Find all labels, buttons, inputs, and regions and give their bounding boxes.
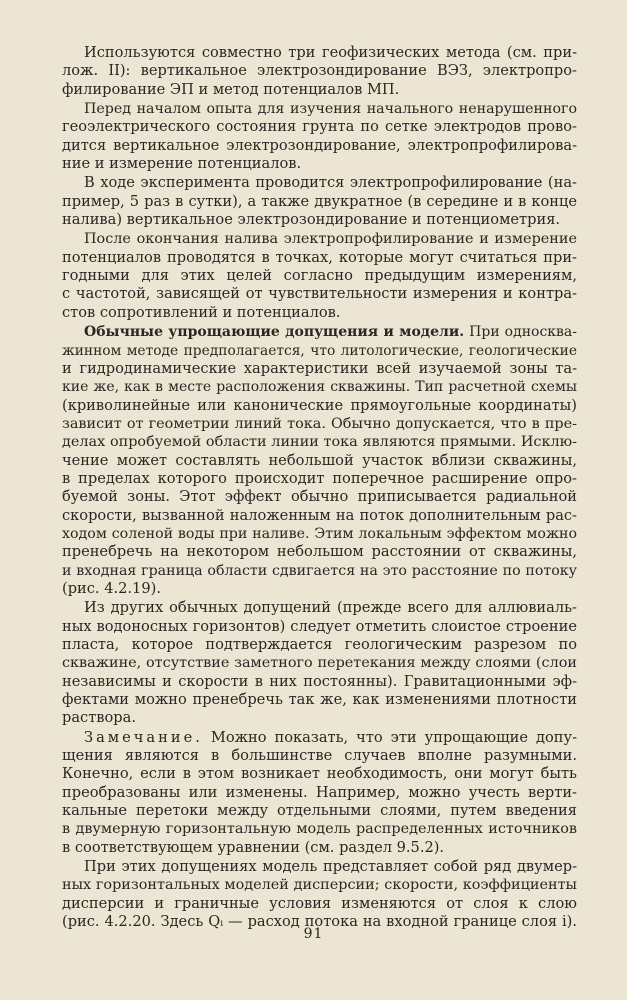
text-line: геоэлектрического состояния грунта по сетке электродов прово- xyxy=(62,118,577,136)
text-line: и гидродинамические характеристики всей изучаемой зоны та- xyxy=(62,359,577,377)
text-line: буемой зоны. Этот эффект обычно приписывается радиальной xyxy=(62,488,577,506)
text-line: (криволинейные или канонические прямоугольные координаты) xyxy=(62,396,577,414)
text-line: годными для этих целей согласно предыдущим измерениям, xyxy=(62,267,577,285)
text-line: дится вертикальное электрозондирование, электропрофилирова- xyxy=(62,136,577,154)
text-line: ние и измерение потенциалов. xyxy=(62,155,302,173)
text-line: преобразованы или изменены. Например, можно учесть верти- xyxy=(62,783,577,801)
text-line: При этих допущениях модель представляет собой ряд двумер- xyxy=(84,858,577,876)
text-line: Конечно, если в этом возникает необходимость, они могут быть xyxy=(62,765,577,783)
text-line: с частотой, зависящей от чувствительности измерения и контра- xyxy=(62,285,577,303)
text-line: потенциалов проводятся в точках, которые могут считаться при- xyxy=(62,248,577,266)
paragraph-after-filling xyxy=(62,230,577,322)
text-line: фектами можно пренебречь так же, как изменениями плотности xyxy=(62,691,577,709)
paragraph-before-experiment xyxy=(62,100,577,173)
text-line: пример, 5 раз в сутки), а также двукратное (в середине и в конце xyxy=(62,192,577,210)
text-line: лож. II): вертикальное электрозондирование ВЭЗ, электропро- xyxy=(62,62,577,80)
heading-continuation: При односква- xyxy=(469,324,578,341)
text-line: филирование ЭП и метод потенциалов МП. xyxy=(62,80,400,98)
text-line: раствора. xyxy=(62,709,136,727)
paragraph-assumptions xyxy=(62,323,577,598)
page-number: 91 xyxy=(303,926,324,942)
text-line: (рис. 4.2.20. Здесь Qᵢ — расход потока на входной границе слоя i). xyxy=(62,913,577,931)
text-line: ходом соленой воды при наливе. Этим локальным эффектом можно xyxy=(62,525,577,542)
text-line: Из других обычных допущений (прежде всего для аллювиаль- xyxy=(84,599,577,617)
text-line: в двумерную горизонтальную модель распределенных источников xyxy=(62,821,577,838)
text-line: щения являются в большинстве случаев вполне разумными. xyxy=(62,747,577,765)
text-line: (рис. 4.2.19). xyxy=(62,579,161,597)
text-line: стов сопротивлений и потенциалов. xyxy=(62,303,341,321)
text-line: в пределах которого происходит поперечное расширение опро- xyxy=(62,469,577,487)
text-line: и входная граница области сдвигается на это расстояние по потоку xyxy=(62,562,577,579)
text-line: дисперсии и граничные условия изменяются от слоя к слою xyxy=(62,894,577,912)
text-line: налива) вертикальное электрозондирование и потенциометрия. xyxy=(62,211,561,229)
text-line: Перед началом опыта для изучения начального ненарушенного xyxy=(84,101,577,118)
text-line: Используются совместно три геофизических метода (см. при- xyxy=(84,44,577,61)
section-heading: Обычные упрощающие допущения и модели. xyxy=(84,324,465,341)
note-label: Замечание. xyxy=(84,728,203,746)
text-line: В ходе эксперимента проводится электропрофилирование (на- xyxy=(84,174,577,192)
text-line: чение может составлять небольшой участок вблизи скважины, xyxy=(62,451,577,469)
paragraph-note xyxy=(62,729,577,857)
text-line: в соответствующем уравнении (см. раздел 9.5.2). xyxy=(62,838,445,856)
paragraph-other-assumptions xyxy=(62,599,577,727)
paragraph-during-experiment xyxy=(62,174,577,229)
text-line xyxy=(62,323,577,341)
text-line: ных горизонтальных моделей дисперсии; скорости, коэффициенты xyxy=(62,877,577,894)
text-line: пласта, которое подтверждается геологическим разрезом по xyxy=(62,636,577,653)
text-line: скорости, вызванной наложенным на поток дополнительным рас- xyxy=(62,506,577,524)
paragraph-methods xyxy=(62,44,577,99)
text-line: кальные перетоки между отдельными слоями, путем введения xyxy=(62,802,577,820)
text-line: кие же, как в месте расположения скважины. Тип расчетной схемы xyxy=(62,379,577,396)
text-line: жинном методе предполагается, что литологические, геологические xyxy=(62,342,577,359)
text-line: пренебречь на некотором небольшом расстоянии от скважины, xyxy=(62,543,577,561)
text-line: независимы и скорости в них постоянны). Гравитационными эф- xyxy=(62,672,577,690)
text-line xyxy=(62,729,577,747)
text-line: ных водоносных горизонтов) следует отметить слоистое строение xyxy=(62,617,577,635)
body-text xyxy=(62,44,577,932)
paragraph-model xyxy=(62,858,577,931)
text-line: делах опробуемой области линии тока являются прямыми. Исклю- xyxy=(62,434,577,451)
note-continuation: Можно показать, что эти упрощающие допу- xyxy=(210,728,578,746)
text-line: зависит от геометрии линий тока. Обычно допускается, что в пре- xyxy=(62,415,577,432)
text-line: После окончания налива электропрофилирование и измерение xyxy=(84,231,577,248)
text-line: скважине, отсутствие заметного перетекания между слоями (слои xyxy=(62,655,577,672)
